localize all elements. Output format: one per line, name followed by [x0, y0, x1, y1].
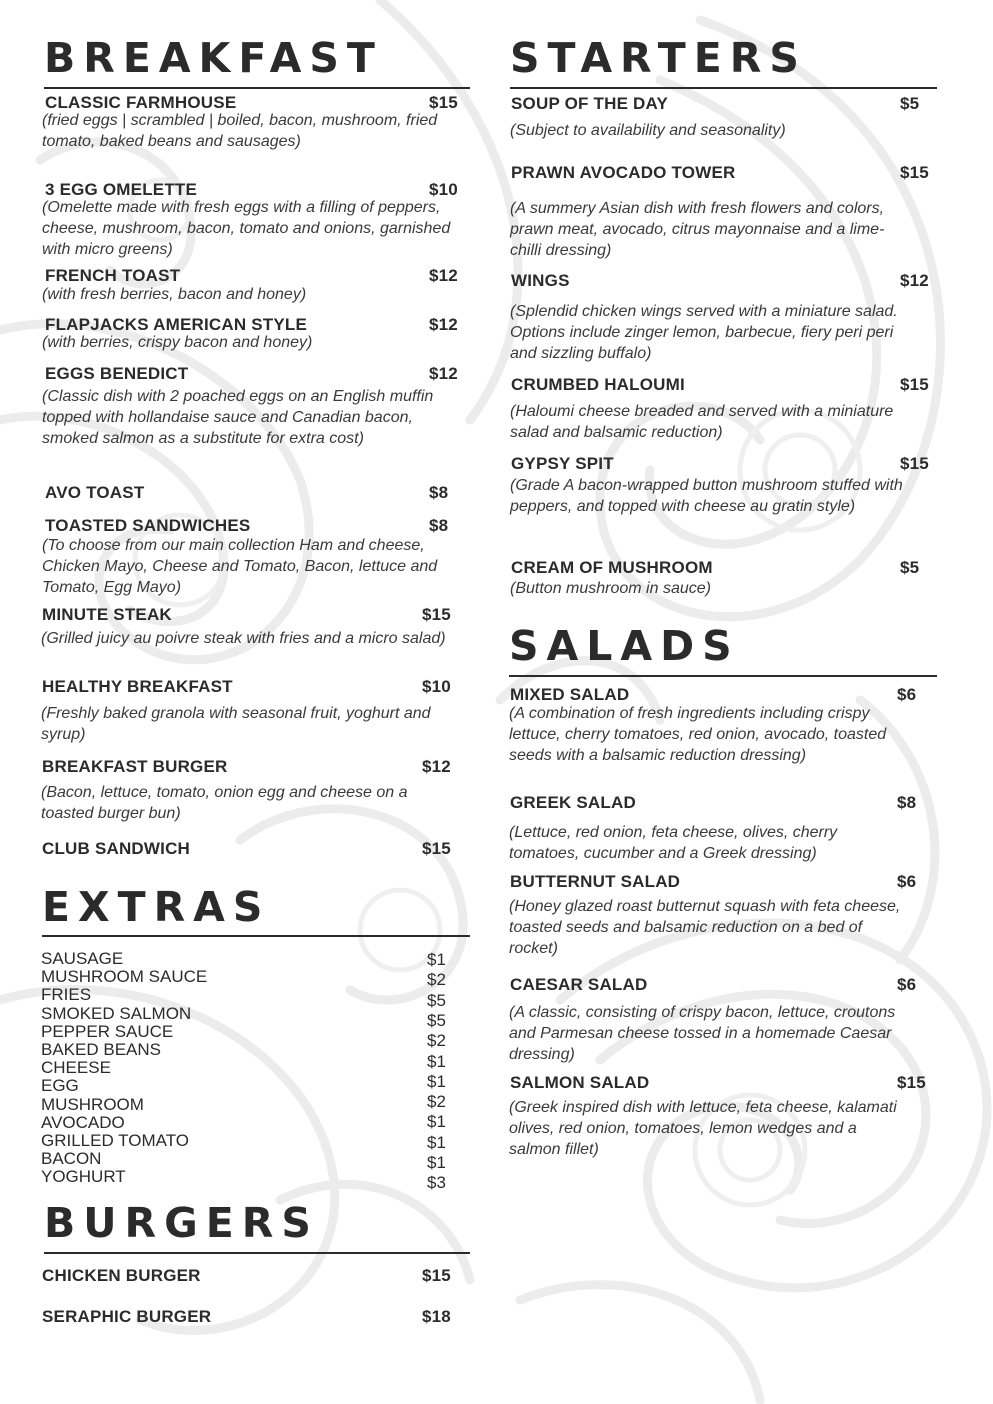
menu-item-description: (A combination of fresh ingredients including crispy lettuce, cherry tomatoes, red onion, avocado, toasted seeds with a balsamic reduction dressing)	[509, 705, 887, 764]
menu-item-description: (A classic, consisting of crispy bacon, lettuce, croutons and Parmesan cheese tossed in a homemade Caesar dressing)	[509, 1004, 896, 1063]
menu-item-price: $6	[897, 975, 917, 994]
extras-item-price: $1	[427, 1132, 446, 1152]
extras-item-price: $5	[427, 1010, 446, 1030]
menu-item-price: $15	[900, 454, 929, 473]
extras-item-price: $1	[427, 1051, 446, 1071]
menu-item-description: (Freshly baked granola with seasonal fruit, yoghurt and syrup)	[41, 705, 431, 743]
menu-item-price: $10	[429, 180, 458, 199]
menu-item-name: BREAKFAST BURGER	[42, 757, 228, 776]
menu-item-name: SALMON SALAD	[510, 1073, 650, 1092]
menu-item-price: $6	[897, 872, 917, 891]
menu-item-name: SERAPHIC BURGER	[42, 1307, 212, 1326]
menu-item-price: $18	[422, 1307, 451, 1326]
menu-item-price: $15	[429, 93, 458, 112]
menu-item-name: CREAM OF MUSHROOM	[511, 558, 713, 577]
extras-item-name: AVOCADO	[41, 1112, 125, 1132]
menu-item-name: BUTTERNUT SALAD	[510, 872, 681, 891]
menu-item-price: $12	[422, 757, 451, 776]
extras-item-name: SMOKED SALMON	[41, 1003, 192, 1023]
menu-item-price: $15	[900, 163, 929, 182]
menu-item-name: HEALTHY BREAKFAST	[42, 677, 233, 696]
menu-item-description: (To choose from our main collection Ham and cheese, Chicken Mayo, Cheese and Tomato, Bacon, lettuce and Tomato, Egg Mayo)	[42, 537, 438, 596]
extras-item-name: BAKED BEANS	[41, 1040, 161, 1059]
breakfast-heading: BREAKFAST	[44, 34, 383, 82]
menu-item-description: (Haloumi cheese breaded and served with a miniature salad and balsamic reduction)	[510, 403, 894, 441]
extras-item-name: EGG	[41, 1076, 79, 1096]
extras-item-name: MUSHROOM	[41, 1094, 144, 1114]
menu-item-description: (with berries, crispy bacon and honey)	[42, 334, 313, 351]
menu-item-description: (fried eggs | scrambled | boiled, bacon, mushroom, fried tomato, baked beans and sausages)	[42, 112, 438, 150]
extras-item-name: BACON	[41, 1149, 102, 1169]
menu-item-price: $12	[429, 315, 458, 334]
menu-item-name: CAESAR SALAD	[510, 975, 648, 994]
extras-item-price: $2	[427, 1092, 446, 1112]
menu-item-description: (Splendid chicken wings served with a miniature salad. Options include zinger lemon, barbecue, fiery peri peri and sizzling buffalo)	[510, 303, 898, 362]
menu-item-name: PRAWN AVOCADO TOWER	[511, 163, 736, 182]
menu-item-name: TOASTED SANDWICHES	[45, 516, 251, 535]
menu-item-name: AVO TOAST	[45, 483, 145, 502]
extras-item-price: $2	[427, 970, 446, 990]
menu-item-name: FRENCH TOAST	[45, 266, 181, 285]
menu-item-name: MIXED SALAD	[510, 685, 630, 704]
menu-item-price: $15	[422, 1266, 451, 1285]
menu-item-price: $12	[429, 266, 458, 285]
extras-item-price: $5	[427, 990, 446, 1010]
menu-item-price: $12	[429, 364, 458, 383]
menu-item-name: GREEK SALAD	[510, 793, 636, 812]
extras-heading: EXTRAS	[42, 883, 271, 931]
menu-item-name: MINUTE STEAK	[42, 605, 172, 624]
extras-item-price: $2	[427, 1031, 446, 1051]
menu-item-description: (with fresh berries, bacon and honey)	[42, 286, 307, 303]
extras-item-name: GRILLED TOMATO	[41, 1131, 190, 1150]
menu-item-description: (Button mushroom in sauce)	[510, 580, 711, 597]
menu-item-price: $15	[900, 375, 929, 394]
starters-divider	[510, 87, 937, 89]
menu-item-name: 3 EGG OMELETTE	[45, 180, 198, 199]
menu-item-name: CLUB SANDWICH	[42, 839, 191, 858]
menu-item-price: $5	[900, 558, 920, 577]
menu-item-price: $15	[422, 605, 451, 624]
extras-item-name: SAUSAGE	[41, 949, 124, 968]
menu-item-description: (Subject to availability and seasonality)	[510, 122, 786, 139]
menu-item-name: CHICKEN BURGER	[42, 1266, 201, 1285]
menu-item-price: $15	[422, 839, 451, 858]
extras-item-name: FRIES	[41, 985, 92, 1005]
extras-item-price: $1	[427, 1112, 446, 1132]
menu-item-price: $6	[897, 685, 917, 704]
burgers-heading: BURGERS	[44, 1199, 319, 1247]
menu-item-name: CRUMBED HALOUMI	[511, 375, 685, 394]
extras-item-name: YOGHURT	[41, 1167, 126, 1187]
extras-item-price: $1	[427, 950, 446, 969]
menu-item-description: (Bacon, lettuce, tomato, onion egg and cheese on a toasted burger bun)	[41, 784, 408, 822]
menu-item-name: WINGS	[511, 271, 570, 290]
burgers-divider	[44, 1252, 470, 1254]
salads-divider	[509, 675, 937, 677]
menu-item-description: (Honey glazed roast butternut squash with feta cheese, toasted seeds and balsamic reduction on a bed of rocket)	[509, 898, 901, 957]
extras-item-name: PEPPER SAUCE	[41, 1021, 174, 1041]
menu-item-price: $8	[897, 793, 917, 812]
menu-item-description: (A summery Asian dish with fresh flowers and colors, prawn meat, avocado, citrus mayonnaise and a lime-chilli dressing)	[510, 200, 885, 259]
menu-item-description: (Greek inspired dish with lettuce, feta cheese, kalamati olives, red onion, tomatoes, lemon wedges and a salmon fillet)	[509, 1099, 897, 1158]
menu-item-price: $12	[900, 271, 929, 290]
salads-heading: SALADS	[509, 622, 740, 670]
extras-divider	[42, 935, 470, 937]
menu-item-description: (Grade A bacon-wrapped button mushroom stuffed with peppers, and topped with cheese au gratin style)	[510, 477, 903, 515]
menu-item-name: EGGS BENEDICT	[45, 364, 189, 383]
extras-item-price: $1	[427, 1071, 446, 1091]
menu-item-name: SOUP OF THE DAY	[511, 94, 668, 113]
menu-item-price: $15	[897, 1073, 926, 1092]
menu-item-price: $8	[429, 483, 449, 502]
breakfast-divider	[44, 87, 470, 89]
menu-item-price: $8	[429, 516, 449, 535]
menu-item-name: CLASSIC FARMHOUSE	[45, 93, 237, 112]
extras-item-name: MUSHROOM SAUCE	[41, 967, 208, 987]
menu-item-name: FLAPJACKS AMERICAN STYLE	[45, 315, 308, 334]
menu-item-price: $10	[422, 677, 451, 696]
menu-item-description: (Omelette made with fresh eggs with a filling of peppers, cheese, mushroom, bacon, tomato and onions, garnished with micro greens)	[42, 199, 451, 258]
extras-item-price: $3	[427, 1173, 446, 1193]
menu-item-price: $5	[900, 94, 920, 113]
menu-item-description: (Grilled juicy au poivre steak with fries and a micro salad)	[41, 630, 446, 647]
menu-item-description: (Classic dish with 2 poached eggs on an English muffin topped with hollandaise sauce and Canadian bacon, smoked salmon as a substitute for extra cost)	[42, 388, 434, 447]
starters-heading: STARTERS	[510, 34, 807, 82]
menu-item-name: GYPSY SPIT	[511, 454, 614, 473]
extras-item-name: CHEESE	[41, 1058, 111, 1078]
extras-item-price: $1	[427, 1153, 446, 1172]
menu-item-description: (Lettuce, red onion, feta cheese, olives, cherry tomatoes, cucumber and a Greek dressing)	[509, 824, 838, 862]
